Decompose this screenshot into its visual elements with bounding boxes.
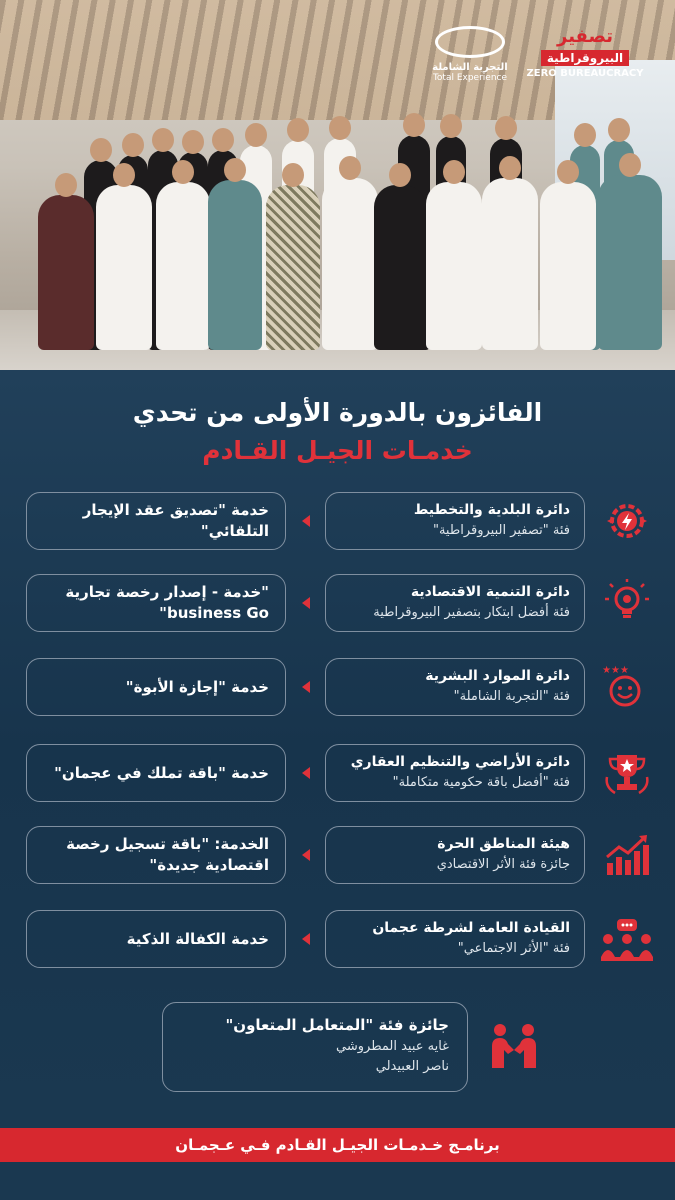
- service-box: [26, 910, 286, 968]
- service-name: خدمة "إجازة الأبوة": [125, 677, 269, 696]
- service-box: [26, 492, 286, 550]
- service-name: خدمة الكفالة الذكية: [126, 929, 269, 948]
- service-name: خدمة "باقة تملك في عجمان": [54, 763, 269, 782]
- total-experience-en: Total Experience: [432, 73, 508, 83]
- zero-bureaucracy-en: ZERO BUREAUCRACY: [526, 68, 644, 79]
- pointer-arrow: [302, 515, 310, 527]
- service-box: [26, 658, 286, 716]
- heading-line2: خدمـات الجيـل القـادم: [202, 436, 473, 465]
- pointer-arrow: [302, 849, 310, 861]
- winner-row: [0, 826, 675, 884]
- winner-name: غايه عبيد المطروشي: [336, 1039, 449, 1054]
- smiley-stars-icon: [595, 658, 659, 716]
- department-category: جائزة فئة الأثر الاقتصادي: [436, 857, 570, 872]
- person: [266, 185, 320, 350]
- infinity-logo-mark: [435, 26, 505, 58]
- department-name: دائرة التنمية الاقتصادية: [410, 584, 570, 600]
- handshake-people-icon: [482, 1016, 546, 1076]
- person: [322, 178, 378, 350]
- service-box: [26, 574, 286, 632]
- group-photo: [0, 0, 675, 370]
- zero-bureaucracy-logo: [525, 26, 645, 79]
- group-meeting-icon: [595, 910, 659, 968]
- program-footer: [0, 1128, 675, 1162]
- zero-bureaucracy-ar-line1: تصفير: [557, 26, 613, 47]
- cooperative-award-title: جائزة فئة "المتعامل المتعاون": [225, 1016, 449, 1034]
- program-footer-text: برنامـج خـدمـات الجيـل القـادم فـي عـجمـان: [175, 1136, 500, 1154]
- pointer-arrow: [302, 767, 310, 779]
- department-box: [325, 492, 585, 550]
- lightbulb-gear-icon: [595, 574, 659, 632]
- pointer-arrow: [302, 681, 310, 693]
- svg-text:★★★: ★★★: [602, 665, 629, 676]
- department-box: [325, 574, 585, 632]
- cooperative-award-box: [162, 1002, 468, 1092]
- service-name: الخدمة: "باقة تسجيل رخصة اقتصادية جديدة": [66, 835, 269, 874]
- person: [374, 185, 426, 350]
- winners-panel: [0, 370, 675, 1130]
- department-box: [325, 826, 585, 884]
- winner-row: [0, 910, 675, 968]
- person: [156, 182, 210, 350]
- department-box: [325, 910, 585, 968]
- person: [598, 175, 662, 350]
- service-box: [26, 826, 286, 884]
- total-experience-ar: التجربة الشاملة: [432, 62, 508, 73]
- winner-row: [0, 574, 675, 632]
- person: [426, 182, 482, 350]
- pointer-arrow: [302, 933, 310, 945]
- winner-name: ناصر العبيدلي: [375, 1059, 449, 1074]
- pointer-arrow: [302, 597, 310, 609]
- service-name: خدمة "تصديق عقد الإيجار التلقائي": [82, 501, 269, 540]
- department-name: دائرة البلدية والتخطيط: [413, 502, 570, 518]
- trophy-icon: [595, 744, 659, 802]
- winner-row: [0, 492, 675, 550]
- total-experience-logo: [410, 26, 530, 83]
- department-name: دائرة الأراضي والتنظيم العقاري: [350, 754, 570, 770]
- department-category: فئة "تصفير البيروقراطية": [432, 523, 570, 538]
- person: [38, 195, 94, 350]
- department-name: هيئة المناطق الحرة: [437, 836, 570, 852]
- department-category: فئة "أفضل باقة حكومية متكاملة": [392, 775, 570, 790]
- winner-row: [0, 744, 675, 802]
- person: [96, 185, 152, 350]
- department-box: [325, 744, 585, 802]
- service-name: "خدمة - إصدار رخصة تجارية business Go": [65, 583, 269, 622]
- department-category: فئة "التجربة الشاملة": [453, 689, 570, 704]
- zero-bureaucracy-ar-line2: البيروقراطية: [541, 50, 629, 66]
- gear-bolt-icon: [595, 492, 659, 550]
- department-category: فئة "الأثر الاجتماعي": [457, 941, 570, 956]
- person: [208, 180, 262, 350]
- winner-row: [0, 658, 675, 716]
- department-name: دائرة الموارد البشرية: [425, 668, 570, 684]
- person: [482, 178, 538, 350]
- department-name: القيادة العامة لشرطة عجمان: [372, 920, 570, 936]
- heading-line1: الفائزون بالدورة الأولى من تحدي: [132, 398, 543, 427]
- department-box: [325, 658, 585, 716]
- growth-chart-icon: [595, 826, 659, 884]
- person: [540, 182, 596, 350]
- bottom-strip: [0, 1162, 675, 1200]
- service-box: [26, 744, 286, 802]
- cooperative-award-row: [0, 1002, 675, 1092]
- department-category: فئة أفضل ابتكار بتصفير البيروقراطية: [373, 605, 570, 620]
